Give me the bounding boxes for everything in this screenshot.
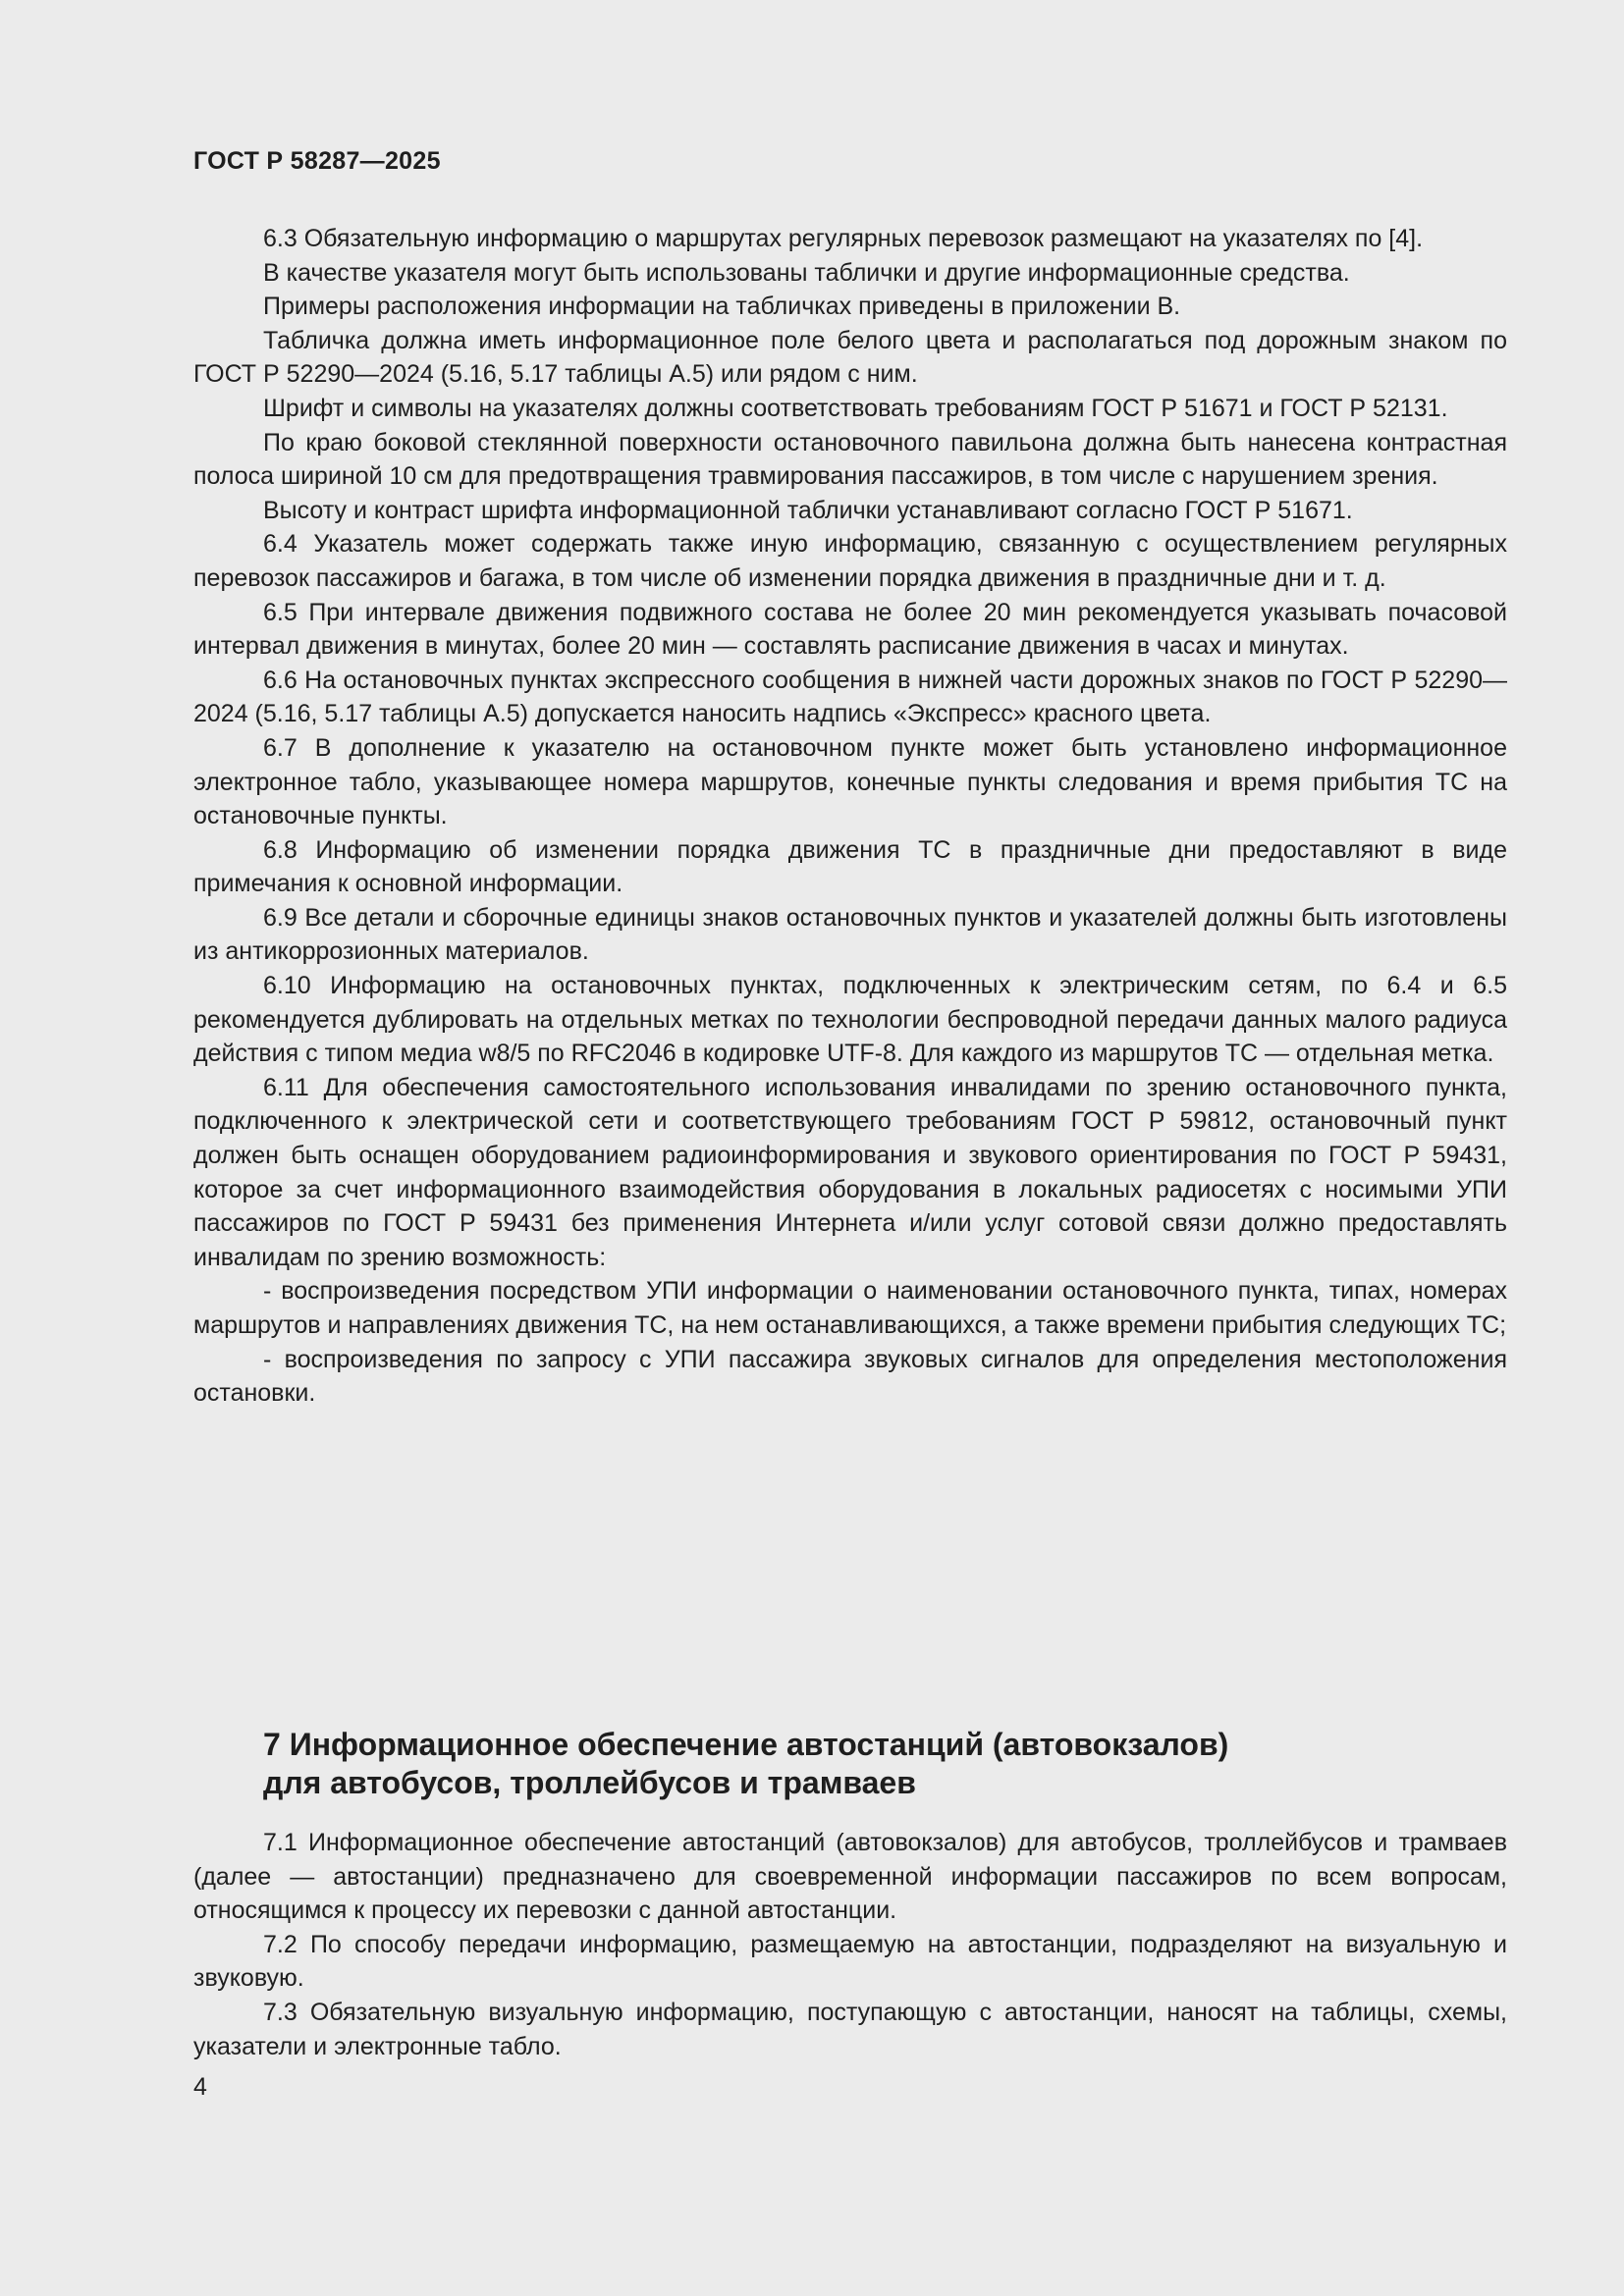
- paragraph-examples-reference: Примеры расположения информации на табличках приведены в приложении В.: [263, 293, 1181, 321]
- paragraph-contrast-strip: По краю боковой стеклянной поверхности остановочного павильона должна быть нанесена контрастная полоса шириной 10 см для предотвращения травмирования пассажиров, в том числе с нарушением зрения.: [193, 428, 1507, 491]
- clause-7-2: 7.2 По способу передачи информацию, размещаемую на автостанции, подразделяют на визуальную и звуковую.: [193, 1930, 1507, 1993]
- clause-6-5: 6.5 При интервале движения подвижного состава не более 20 мин рекомендуется указывать почасовой интервал движения в минутах, более 20 мин — составлять расписание движения в часах и минутах.: [193, 598, 1507, 661]
- clause-6-6: 6.6 На остановочных пунктах экспрессного сообщения в нижней части дорожных знаков по ГОСТ Р 52290—2024 (5.16, 5.17 таблицы А.5) допускается наносить надпись «Экспресс» красного цвета.: [193, 666, 1507, 728]
- clause-6-11: 6.11 Для обеспечения самостоятельного использования инвалидами по зрению остановочного пункта, подключенного к электрической сети и соответствующего требованиям ГОСТ Р 59812, остановочный пункт должен быть оснащен оборудованием радиоинформирования и звукового ориентирования по ГОСТ Р 59431, которое за счет информационного взаимодействия оборудования в локальных радиосетях с носимыми УПИ пассажиров по ГОСТ Р 59431 без применения Интернета и/или услуг сотовой связи должно предоставлять инвалидам по зрению возможность:: [193, 1073, 1507, 1271]
- clause-6-4: 6.4 Указатель может содержать также иную информацию, связанную с осуществлением регулярных перевозок пассажиров и багажа, в том числе об изменении порядка движения в праздничные дни и т. д.: [193, 530, 1507, 592]
- section-7-heading-line-2: для автобусов, троллейбусов и трамваев: [263, 1765, 916, 1800]
- paragraph-font-height: Высоту и контраст шрифта информационной таблички устанавливают согласно ГОСТ Р 51671.: [263, 496, 1353, 524]
- section-7-heading: [263, 1726, 1441, 1802]
- clause-7-3: 7.3 Обязательную визуальную информацию, поступающую с автостанции, наносят на таблицы, схемы, указатели и электронные табло.: [193, 1998, 1507, 2060]
- document-header-id: ГОСТ Р 58287—2025: [193, 147, 441, 175]
- paragraph-sign-types: В качестве указателя могут быть использованы таблички и другие информационные средства.: [263, 258, 1350, 287]
- clause-6-3: 6.3 Обязательную информацию о маршрутах регулярных перевозок размещают на указателях по [4].: [263, 225, 1424, 252]
- page-number: 4: [193, 2073, 207, 2101]
- clause-7-1: 7.1 Информационное обеспечение автостанций (автовокзалов) для автобусов, троллейбусов и трамваев (далее — автостанции) предназначено для своевременной информации пассажиров по всем вопросам, относящимся к процессу их перевозки с данной автостанции.: [193, 1829, 1507, 1925]
- list-item-playback-signals: - воспроизведения по запросу с УПИ пассажира звуковых сигналов для определения местоположения остановки.: [193, 1345, 1507, 1408]
- section-7-heading-line-1: 7 Информационное обеспечение автостанций (автовокзалов): [263, 1727, 1229, 1762]
- clause-6-10: 6.10 Информацию на остановочных пунктах, подключенных к электрическим сетям, по 6.4 и 6.5 рекомендуется дублировать на отдельных метках по технологии беспроводной передачи данных малого радиуса действия с типом медиа w8/5 по RFC2046 в кодировке UTF-8. Для каждого из маршрутов ТС — отдельная метка.: [193, 972, 1507, 1068]
- section-6-body: [193, 222, 1507, 1411]
- section-7-body: [193, 1826, 1507, 2063]
- paragraph-plate-requirements: Табличка должна иметь информационное поле белого цвета и располагаться под дорожным знаком по ГОСТ Р 52290—2024 (5.16, 5.17 таблицы А.5) или рядом с ним.: [193, 326, 1507, 389]
- clause-6-9: 6.9 Все детали и сборочные единицы знаков остановочных пунктов и указателей должны быть изготовлены из антикоррозионных материалов.: [193, 903, 1507, 966]
- clause-6-8: 6.8 Информацию об изменении порядка движения ТС в праздничные дни предоставляют в виде примечания к основной информации.: [193, 835, 1507, 898]
- list-item-playback-info: - воспроизведения посредством УПИ информации о наименовании остановочного пункта, типах, номерах маршрутов и направлениях движения ТС, на нем останавливающихся, а также времени прибытия следующих ТС;: [193, 1277, 1507, 1339]
- paragraph-font-requirements: Шрифт и символы на указателях должны соответствовать требованиям ГОСТ Р 51671 и ГОСТ Р 52131.: [263, 394, 1448, 422]
- clause-6-7: 6.7 В дополнение к указателю на остановочном пункте может быть установлено информационное электронное табло, указывающее номера маршрутов, конечные пункты следования и время прибытия ТС на остановочные пункты.: [193, 733, 1507, 830]
